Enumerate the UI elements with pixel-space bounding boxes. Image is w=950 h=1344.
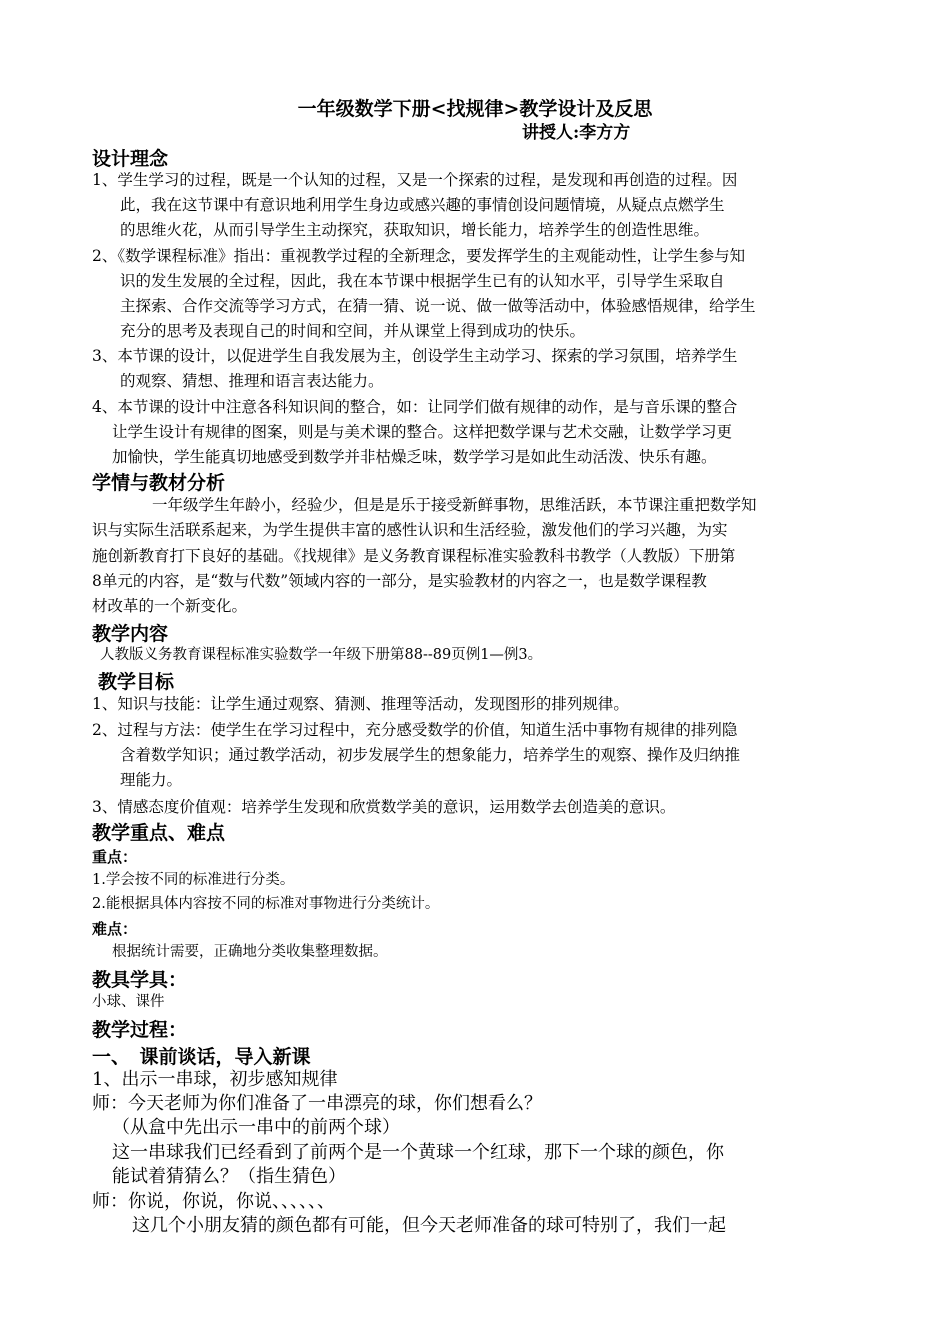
lecturer: 讲授人:李方方 — [522, 123, 631, 143]
step-title: 一、 课前谈话，导入新课 — [92, 1046, 311, 1068]
paragraph-line: 主探索、合作交流等学习方式，在猜一猜、说一说、做一做等活动中，体验感悟规律，给学生 — [120, 297, 756, 315]
paragraph-line: 师：今天老师为你们准备了一串漂亮的球，你们想看么？ — [92, 1093, 542, 1114]
paragraph-line: 2、《数学课程标准》指出：重视教学过程的全新理念，要发挥学生的主观能动性，让学生参与知 — [92, 247, 746, 265]
section-heading-process: 教学过程： — [92, 1019, 188, 1041]
paragraph-line: 4、本节课的设计中注意各科知识间的整合，如：让同学们做有规律的动作，是与音乐课的整合 — [92, 398, 738, 416]
paragraph-line: 师：你说，你说，你说、、、、、、 — [92, 1191, 335, 1212]
paragraph-line: 理能力。 — [120, 771, 183, 789]
section-heading-analysis: 学情与教材分析 — [92, 472, 226, 494]
paragraph-line: 此，我在这节课中有意识地利用学生身边或感兴趣的事情创设问题情境，从疑点点燃学生 — [120, 196, 725, 214]
paragraph-line: 充分的思考及表现自己的时间和空间，并从课堂上得到成功的快乐。 — [120, 322, 586, 340]
list-item: 2.能根据具体内容按不同的标准对事物进行分类统计。 — [92, 896, 440, 912]
paragraph-line: 根据统计需要，正确地分类收集整理数据。 — [112, 944, 388, 960]
difficult-label: 难点： — [92, 920, 138, 938]
paragraph-line: 1、学生学习的过程，既是一个认知的过程，又是一个探索的过程，是发现和再创造的过程。因 — [92, 171, 738, 189]
document-title: 一年级数学下册<找规律>教学设计及反思 — [297, 98, 653, 120]
paragraph-line: 识与实际生活联系起来，为学生提供丰富的感性认识和生活经验，激发他们的学习兴趣，为实 — [92, 521, 728, 539]
paragraph-line: 含着数学知识；通过教学活动，初步发展学生的想象能力，培养学生的观察、操作及归纳推 — [120, 746, 741, 764]
section-heading-content: 教学内容 — [92, 623, 169, 645]
paragraph-line: 施创新教育打下良好的基础。《找规律》是义务教育课程标准实验教科书教学（人教版）下册第 — [92, 547, 736, 565]
paragraph-line: 让学生设计有规律的图案，则是与美术课的整合。这样把数学课与艺术交融，让数学学习更 — [112, 423, 733, 441]
section-heading-tools: 教具学具： — [92, 969, 188, 991]
paragraph-line: 一年级学生年龄小，经验少，但是是乐于接受新鲜事物，思维活跃，本节课注重把数学知 — [152, 496, 757, 514]
paragraph-line: 加愉快，学生能真切地感受到数学并非枯燥乏味，数学学习是如此生动活泼、快乐有趣。 — [112, 448, 717, 466]
paragraph-line: 3、本节课的设计，以促进学生自我发展为主，创设学生主动学习、探索的学习氛围，培养学生 — [92, 347, 738, 365]
paragraph-line: 识的发生发展的全过程，因此，我在本节课中根据学生已有的认知水平，引导学生采取自 — [120, 272, 725, 290]
paragraph-line: 能试着猜猜么？（指生猜色） — [112, 1166, 346, 1187]
paragraph-line: （从盒中先出示一串中的前两个球） — [112, 1117, 400, 1138]
paragraph-line: 3、情感态度价值观：培养学生发现和欣赏数学美的意识，运用数学去创造美的意识。 — [92, 798, 676, 816]
paragraph-line: 小球、课件 — [92, 994, 165, 1010]
paragraph-line: 8单元的内容，是“数与代数”领域内容的一部分，是实验教材的内容之一，也是数学课程教 — [92, 572, 707, 590]
paragraph-line: 1、知识与技能：让学生通过观察、猜测、推理等活动，发现图形的排列规律。 — [92, 695, 629, 713]
paragraph-line: 这几个小朋友猜的颜色都有可能，但今天老师准备的球可特别了，我们一起 — [132, 1215, 726, 1236]
paragraph-line: 的观察、猜想、推理和语言表达能力。 — [120, 372, 384, 390]
paragraph-line: 人教版义务教育课程标准实验数学一年级下册第88--89页例1—例3。 — [100, 647, 543, 663]
section-heading-goals: 教学目标 — [98, 671, 175, 693]
section-heading-design-concept: 设计理念 — [92, 148, 169, 170]
key-label: 重点： — [92, 848, 138, 866]
section-heading-key-points: 教学重点、难点 — [92, 822, 226, 844]
paragraph-line: 2、过程与方法：使学生在学习过程中，充分感受数学的价值，知道生活中事物有规律的排列隐 — [92, 721, 738, 739]
paragraph-line: 的思维火花，从而引导学生主动探究，获取知识，增长能力，培养学生的创造性思维。 — [120, 221, 710, 239]
paragraph-line: 这一串球我们已经看到了前两个是一个黄球一个红球，那下一个球的颜色，你 — [112, 1142, 724, 1163]
paragraph-line: 1、出示一串球，初步感知规律 — [92, 1069, 338, 1090]
paragraph-line: 材改革的一个新变化。 — [92, 597, 248, 615]
list-item: 1.学会按不同的标准进行分类。 — [92, 872, 295, 888]
